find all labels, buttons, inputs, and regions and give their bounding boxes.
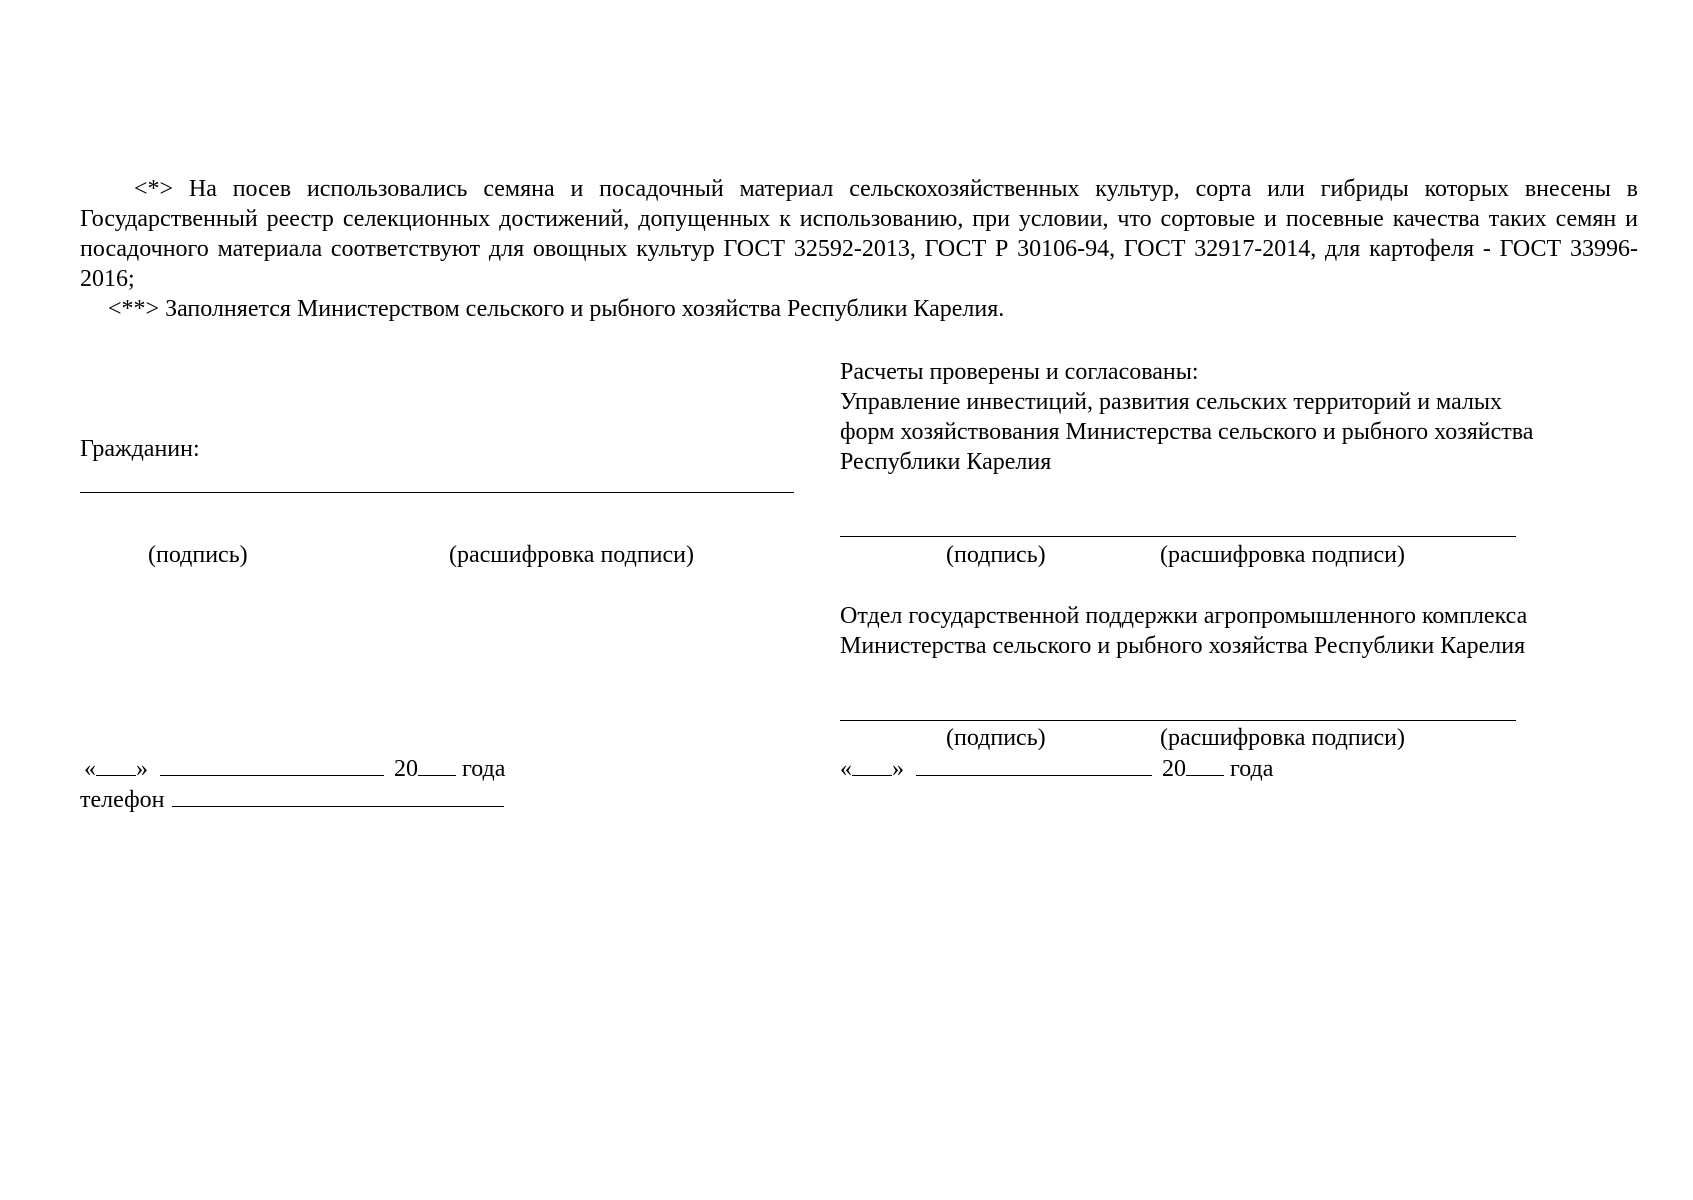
support-signature-field[interactable] <box>840 720 1516 721</box>
support-year-prefix: 20 <box>1162 756 1186 782</box>
footnote-1: <*> На посев использовались семяна и посадочный материал сельскохозяйственных культур, сорта или гибриды которых внесены в Государственный реестр селекционных достижений, допущенных к использованию, при условии, что сортовые и посевные качества таких семян и посадочного материала соответствуют для овощных культур ГОСТ 32592-2013, ГОСТ Р 30106-94, ГОСТ 32917-2014, для картофеля - ГОСТ 33996-2016; <box>80 176 1638 292</box>
footnote-2: <**> Заполняется Министерством сельского и рыбного хозяйства Республики Карелия. <box>108 296 1005 322</box>
citizen-month-field[interactable] <box>160 753 384 776</box>
approval-department-line-3: Республики Карелия <box>840 449 1052 475</box>
citizen-label: Гражданин: <box>80 436 200 462</box>
citizen-decoding-caption: (расшифровка подписи) <box>449 542 694 568</box>
support-department-line-2: Министерства сельского и рыбного хозяйства Республики Карелия <box>840 633 1526 659</box>
approval-heading: Расчеты проверены и согласованы: <box>840 359 1199 385</box>
citizen-phone-line <box>80 784 504 815</box>
support-year-suffix: года <box>1230 756 1274 782</box>
support-year-field[interactable] <box>1186 753 1224 776</box>
footnotes <box>80 174 1638 324</box>
support-signature-caption: (подпись) <box>946 725 1046 751</box>
citizen-date-open-quote: « <box>84 756 96 782</box>
approval-department-line-1: Управление инвестиций, развития сельских территорий и малых <box>840 389 1503 415</box>
support-date-close-quote: » <box>892 756 904 782</box>
support-date-line <box>840 753 1273 784</box>
citizen-signature-field[interactable] <box>80 492 794 493</box>
citizen-year-field[interactable] <box>418 753 456 776</box>
citizen-year-prefix: 20 <box>394 756 418 782</box>
approval-signature-field[interactable] <box>840 536 1516 537</box>
citizen-signature-caption: (подпись) <box>148 542 248 568</box>
support-day-field[interactable] <box>852 753 892 776</box>
citizen-day-field[interactable] <box>96 753 136 776</box>
approval-department-line-2: форм хозяйствования Министерства сельского и рыбного хозяйства <box>840 419 1534 445</box>
approval-block <box>840 357 1533 477</box>
support-decoding-caption: (расшифровка подписи) <box>1160 725 1405 751</box>
support-department-block <box>840 601 1527 661</box>
support-month-field[interactable] <box>916 753 1152 776</box>
support-date-open-quote: « <box>840 756 852 782</box>
citizen-date-close-quote: » <box>136 756 148 782</box>
approval-decoding-caption: (расшифровка подписи) <box>1160 542 1405 568</box>
citizen-phone-label: телефон <box>80 787 165 813</box>
approval-signature-caption: (подпись) <box>946 542 1046 568</box>
citizen-year-suffix: года <box>462 756 506 782</box>
support-department-line-1: Отдел государственной поддержки агропромышленного комплекса <box>840 603 1528 629</box>
citizen-date-line <box>84 753 505 784</box>
citizen-phone-field[interactable] <box>172 784 504 807</box>
